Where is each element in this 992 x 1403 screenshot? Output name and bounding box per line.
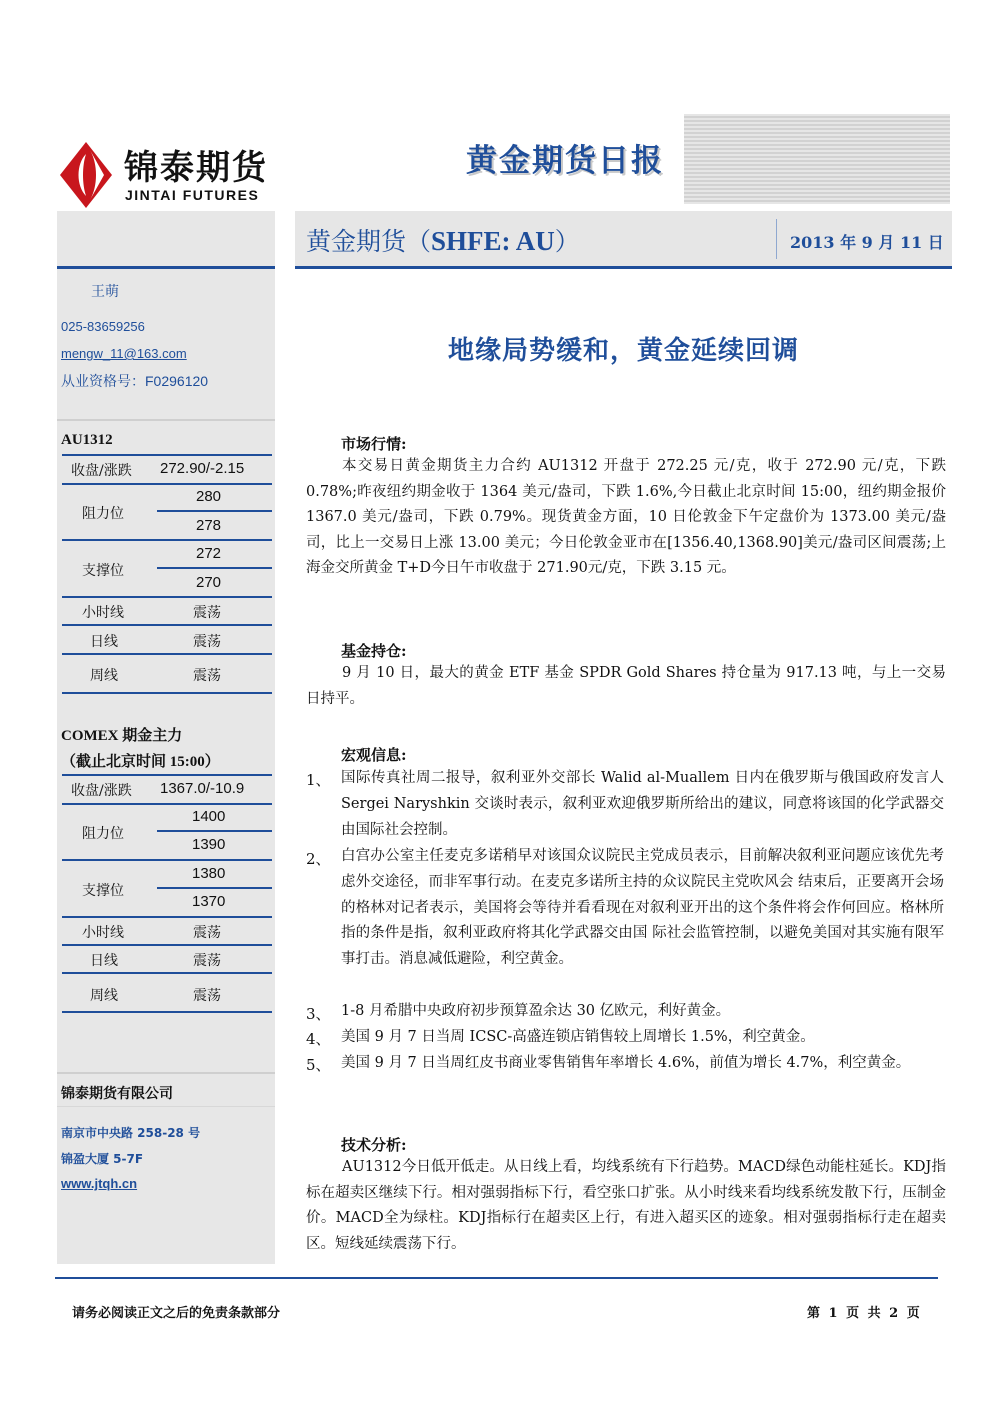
product-title (306, 222, 580, 258)
table-rule (62, 972, 272, 974)
comex-table-title: COMEX 期金主力 (61, 728, 183, 744)
macro-item-text: 1-8 月希腊中央政府初步预算盈余达 30 亿欧元，利好黄金。 (341, 1003, 731, 1019)
au-resistance-1: 280 (196, 488, 222, 505)
macro-item-text: 美国 9 月 7 日当周红皮书商业零售销售年率增长 4.6%，前值为增长 4.7%，利空黄金。 (341, 1055, 911, 1071)
au-support-2: 270 (196, 574, 222, 591)
table-rule (157, 510, 272, 512)
table-rule (62, 653, 272, 655)
au-daily-value: 震荡 (193, 634, 221, 650)
comex-daily-label: 日线 (90, 953, 118, 969)
comex-weekly-label: 周线 (90, 988, 118, 1004)
au-weekly-value: 震荡 (193, 668, 221, 684)
comex-table-subtitle: （截止北京时间 15:00） (61, 754, 220, 770)
au-close-label: 收盘/涨跌 (71, 463, 132, 479)
comex-hourly-value: 震荡 (193, 925, 221, 941)
comex-close-label: 收盘/涨跌 (71, 783, 132, 799)
sidebar-divider (57, 1106, 275, 1107)
product-code: SHFE: AU (431, 226, 555, 256)
au-table-title: AU1312 (61, 432, 113, 448)
comex-support-1: 1380 (192, 865, 226, 882)
au-hourly-value: 震荡 (193, 605, 221, 621)
au-resistance-2: 278 (196, 517, 222, 534)
analyst-certificate: 从业资格号：F0296120 (61, 373, 209, 389)
macro-item-number: 3、 (306, 1005, 331, 1023)
analyst-phone: 025-83659256 (61, 319, 145, 334)
comex-resistance-1: 1400 (192, 808, 226, 825)
table-rule (62, 454, 272, 456)
macro-item-text: 白宫办公室主任麦克多诺稍早对该国众议院民主党成员表示，目前解决叙利亚问题应该优先考虑外交途径，而非军事行动。在麦克多诺所主持的众议院民主党吹风会 结束后，正要离开会场的格林对记者表示，美国将会等待并看看现在对叙利亚开出的这个条件将会作何回应。格林所指的条件是指，叙利亚政府将其化学武器交由国 际社会监管控制，以避免美国对其实施有限军事打击。消息减低避险，利空黄金。 (341, 848, 944, 968)
comex-weekly-value: 震荡 (193, 988, 221, 1004)
company-address-1: 南京市中央路 258-28 号 (61, 1126, 201, 1140)
company-address-2: 锦盈大厦 5-7F (61, 1152, 144, 1166)
market-heading: 市场行情: (341, 435, 407, 453)
product-band-rule (295, 266, 952, 269)
company-website-link[interactable]: www.jtqh.cn (61, 1176, 138, 1191)
sidebar-divider (57, 419, 275, 421)
table-rule (62, 803, 272, 805)
au-weekly-label: 周线 (90, 668, 118, 684)
table-rule (62, 859, 272, 861)
table-rule (157, 887, 272, 889)
sidebar-top-rule (57, 266, 275, 269)
jintai-logo-icon (58, 140, 118, 210)
au-quote-table (62, 452, 272, 697)
au-resistance-label: 阻力位 (82, 506, 124, 522)
tech-heading: 技术分析: (341, 1136, 407, 1154)
macro-heading: 宏观信息: (341, 746, 407, 764)
table-rule (157, 830, 272, 832)
au-close-value: 272.90/-2.15 (160, 460, 245, 477)
au-support-1: 272 (196, 545, 222, 562)
company-name: 锦泰期货有限公司 (61, 1086, 173, 1102)
logo-text-cn: 锦泰期货 (124, 148, 268, 188)
table-rule (62, 944, 272, 946)
au-hourly-label: 小时线 (82, 605, 124, 621)
band-separator (776, 219, 777, 259)
macro-item-text: 美国 9 月 7 日当周 ICSC-高盛连锁店销售较上周增长 1.5%，利空黄金。 (341, 1029, 815, 1045)
product-close-paren: ） (554, 227, 580, 256)
macro-item-text: 国际传真社周二报导，叙利亚外交部长 Walid al-Muallem 日内在俄罗斯与俄国政府发言人 Sergei Naryshkin 交谈时表示，叙利亚欢迎俄罗斯所给出的建议，同意将该国的化学武器交由国际社会控制。 (341, 770, 944, 838)
comex-quote-table (62, 772, 272, 1017)
comex-support-label: 支撑位 (82, 883, 124, 899)
analyst-email-link[interactable]: mengw_11@163.com (61, 346, 187, 361)
table-rule (62, 1011, 272, 1013)
article-headline: 地缘局势缓和，黄金延续回调 (447, 336, 799, 366)
table-rule (62, 916, 272, 918)
page-number: 第 1 页 共 2 页 (807, 1306, 920, 1321)
macro-item-number: 4、 (306, 1030, 331, 1048)
analyst-name: 王萌 (91, 283, 119, 299)
table-rule (62, 596, 272, 598)
comex-hourly-label: 小时线 (82, 925, 124, 941)
fund-paragraph: 9 月 10 日，最大的黄金 ETF 基金 SPDR Gold Shares 持仓量为 917.13 吨，与上一交易日持平。 (306, 665, 946, 707)
au-daily-label: 日线 (90, 634, 118, 650)
footer-disclaimer: 请务必阅读正文之后的免责条款部分 (72, 1306, 281, 1321)
comex-close-value: 1367.0/-10.9 (160, 780, 245, 797)
logo-text-en: JINTAI FUTURES (125, 187, 260, 203)
au-support-label: 支撑位 (82, 563, 124, 579)
table-rule (157, 567, 272, 569)
macro-item-number: 2、 (306, 850, 331, 868)
fund-heading: 基金持仓: (341, 642, 407, 660)
header-decoration (684, 114, 950, 204)
comex-resistance-label: 阻力位 (82, 826, 124, 842)
table-rule (62, 539, 272, 541)
comex-support-2: 1370 (192, 893, 226, 910)
table-rule (62, 692, 272, 694)
footer-rule (55, 1277, 938, 1279)
report-title: 黄金期货日报 (466, 143, 664, 179)
table-rule (62, 483, 272, 485)
sidebar-divider (57, 1072, 275, 1074)
comex-daily-value: 震荡 (193, 953, 221, 969)
macro-item-number: 5、 (306, 1056, 331, 1074)
table-rule (62, 624, 272, 626)
report-date: 2013 年 9 月 11 日 (790, 233, 944, 252)
table-rule (62, 774, 272, 776)
market-paragraph: 本交易日黄金期货主力合约 AU1312 开盘于 272.25 元/克，收于 272.90 元/克，下跌 0.78%;昨夜纽约期金收于 1364 美元/盎司，下跌 1.6%,今日截止北京时间 15:00，纽约期金报价 1367.0 美元/盎司，下跌 0.79%。现货黄金方面，10 日伦敦金下午定盘价为 1373.00 美元/盎司，比上一交易日上涨 13.00 美元；今日伦敦金亚市在[1356.40,1368.90]美元/盎司区间震荡;上海金交所黄金 T+D今日午市收盘于 271.90元/克，下跌 3.15 元。 (306, 458, 946, 577)
macro-item-number: 1、 (306, 771, 331, 789)
comex-resistance-2: 1390 (192, 836, 226, 853)
product-name: 黄金期货（ (306, 227, 432, 256)
tech-paragraph: AU1312今日低开低走。从日线上看，均线系统有下行趋势。MACD绿色动能柱延长。KDJ指标在超卖区继续下行。相对强弱指标下行，看空张口扩张。从小时线来看均线系统发散下行，压制金价。MACD全为绿柱。KDJ指标行在超卖区上行，有进入超买区的迹象。相对强弱指标行走在超卖区。短线延续震荡下行。 (306, 1159, 946, 1252)
